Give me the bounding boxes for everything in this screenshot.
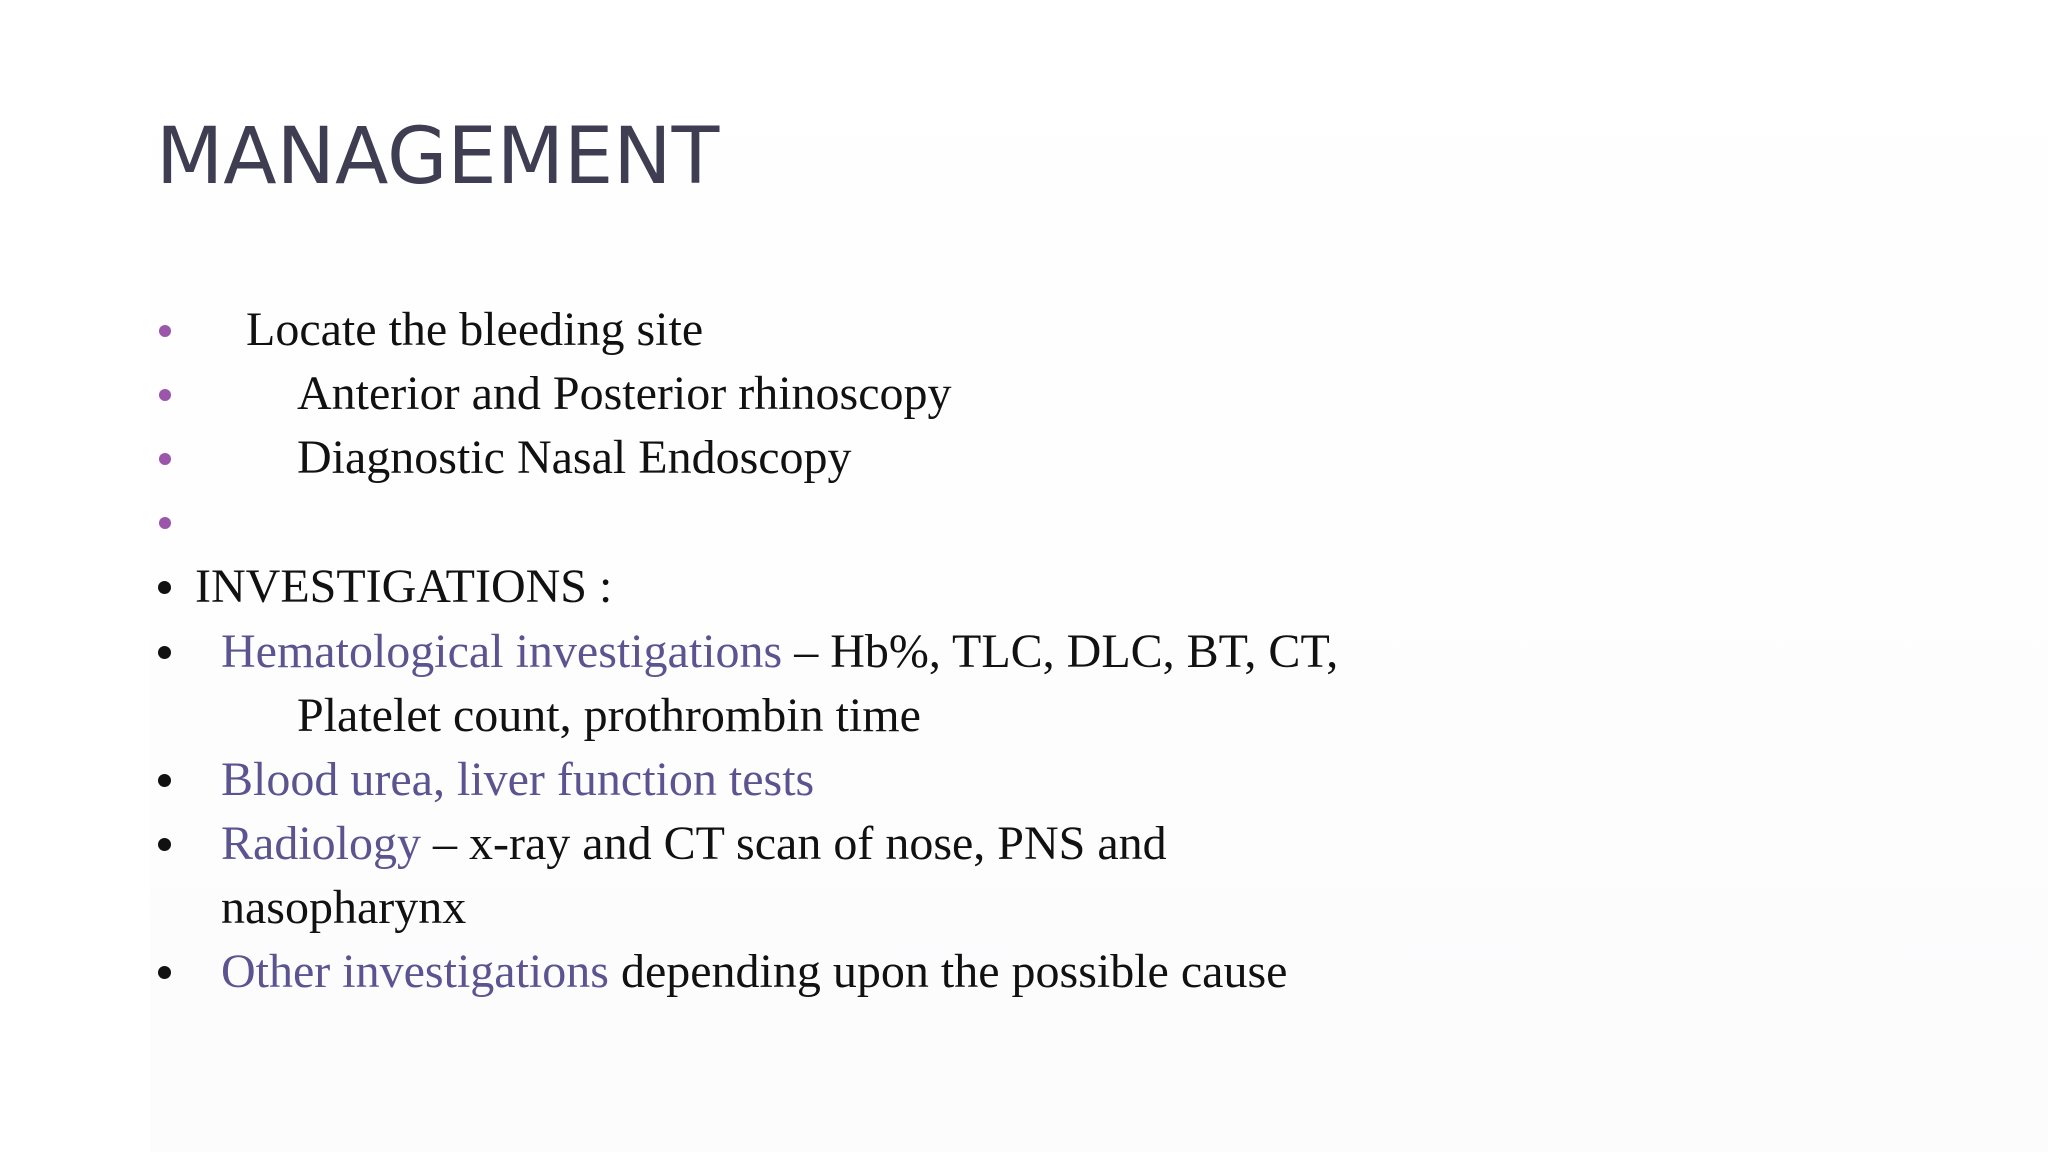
list-item <box>0 362 1600 426</box>
list-item <box>0 812 1600 876</box>
bullet-icon <box>159 453 171 465</box>
list-item-text: INVESTIGATIONS : <box>195 560 613 613</box>
list-item-rest: – Hb%, TLC, DLC, BT, CT, <box>782 625 1339 678</box>
list-item <box>0 298 1600 362</box>
list-item-rest: – x-ray and CT scan of nose, PNS and <box>421 817 1167 870</box>
bullet-icon <box>158 774 171 787</box>
list-item-continuation-text: nasopharynx <box>221 881 467 934</box>
list-item-highlight: Blood urea, liver function tests <box>221 753 815 806</box>
list-item-text <box>221 940 1287 1004</box>
list-item <box>0 555 1600 619</box>
list-item-text: Anterior and Posterior rhinoscopy <box>297 367 952 420</box>
bullet-icon <box>159 517 171 529</box>
list-item <box>0 490 1600 554</box>
bullet-icon <box>158 838 171 851</box>
list-item <box>0 620 1600 684</box>
list-item-highlight: Other investigations <box>221 945 609 998</box>
list-item-text: Diagnostic Nasal Endoscopy <box>297 431 852 484</box>
list-item-text <box>221 812 1167 876</box>
list-item <box>0 940 1600 1004</box>
list-item <box>0 426 1600 490</box>
list-item-text <box>221 620 1338 684</box>
slide-title: MANAGEMENT <box>156 112 720 202</box>
list-item-text: Locate the bleeding site <box>246 303 704 356</box>
list-item-continuation <box>0 684 1600 748</box>
bullet-icon <box>158 646 171 659</box>
bullet-icon <box>159 325 171 337</box>
list-item-highlight: Radiology <box>221 817 421 870</box>
list-item-continuation-text: Platelet count, prothrombin time <box>297 689 921 742</box>
list-item <box>0 748 1600 812</box>
bullet-icon <box>159 389 171 401</box>
list-item-continuation <box>0 876 1600 940</box>
list-item-rest: depending upon the possible cause <box>608 945 1288 998</box>
list-item-highlight: Hematological investigations <box>221 625 783 678</box>
bullet-icon <box>158 581 171 594</box>
bullet-icon <box>158 966 171 979</box>
